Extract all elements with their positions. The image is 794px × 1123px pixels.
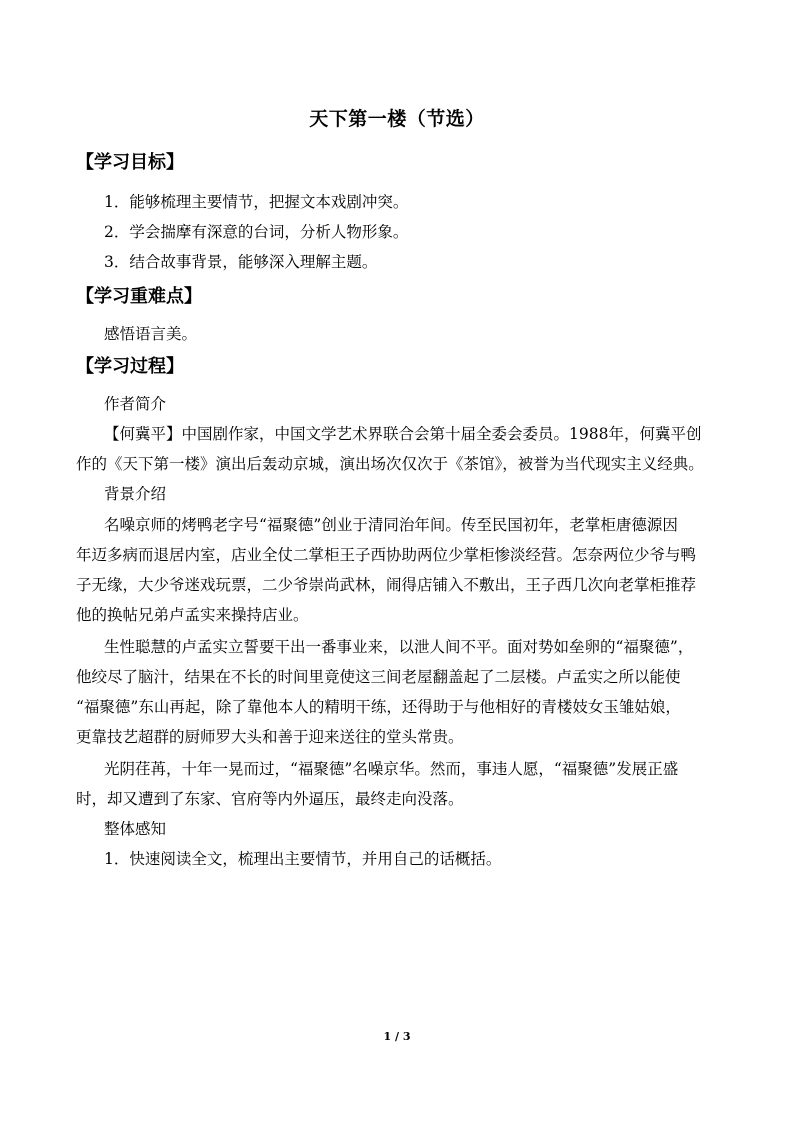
background-line: 子无缘，大少爷迷戏玩票，二少爷崇尚武林，闹得店铺入不敷出，王子西几次向老掌柜推荐 — [76, 576, 697, 594]
key-points-text: 感悟语言美。 — [104, 325, 198, 343]
background-line: 名噪京师的烤鸭老字号“福聚德”创业于清同治年间。传至民国初年，老掌柜唐德源因 — [104, 516, 678, 534]
author-line: 【何冀平】中国剧作家，中国文学艺术界联合会第十届全委会委员。1988年，何冀平创 — [104, 425, 702, 443]
overall-label: 整体感知 — [104, 820, 167, 838]
process-heading: 【学习过程】 — [76, 356, 184, 377]
objective-item: 1．能够梳理主要情节，把握文本戏剧冲突。 — [104, 193, 409, 211]
background-line: 他绞尽了脑汁，结果在不长的时间里竟使这三间老屋翻盖起了二层楼。卢孟实之所以能使 — [76, 668, 681, 686]
overall-item: 1．快速阅读全文，梳理出主要情节，并用自己的话概括。 — [104, 850, 502, 868]
background-line: 年迈多病而退居内室，店业全仗二掌柜王子西协助两位少掌柜惨淡经营。怎奈两位少爷与鸭 — [76, 546, 697, 564]
objectives-heading: 【学习目标】 — [76, 152, 184, 173]
key-points-heading: 【学习重难点】 — [76, 286, 202, 307]
background-line: “福聚德”东山再起，除了靠他本人的精明干练，还得助于与他相好的青楼妓女玉雏姑娘， — [76, 698, 681, 716]
objective-item: 3．结合故事背景，能够深入理解主题。 — [104, 253, 378, 271]
author-label: 作者简介 — [104, 395, 167, 413]
author-line: 作的《天下第一楼》演出后轰动京城，演出场次仅次于《茶馆》，被誉为当代现实主义经典。 — [76, 455, 704, 473]
background-line: 时，却又遭到了东家、官府等内外逼压，最终走向没落。 — [76, 790, 464, 808]
objective-item: 2．学会揣摩有深意的台词，分析人物形象。 — [104, 223, 409, 241]
background-line: 更靠技艺超群的厨师罗大头和善于迎来送往的堂头常贵。 — [76, 728, 464, 746]
background-line: 他的换帖兄弟卢孟实来操持店业。 — [76, 606, 309, 624]
background-line: 生性聪慧的卢孟实立誓要干出一番事业来，以泄人间不平。面对势如垒卵的“福聚德”， — [104, 638, 694, 656]
background-line: 光阴荏苒，十年一晃而过，“福聚德”名噪京华。然而，事违人愿，“福聚德”发展正盛 — [104, 760, 679, 778]
background-label: 背景介绍 — [104, 485, 167, 503]
document-title: 天下第一楼（节选） — [309, 108, 485, 130]
page-number: 1 / 3 — [383, 1030, 411, 1043]
